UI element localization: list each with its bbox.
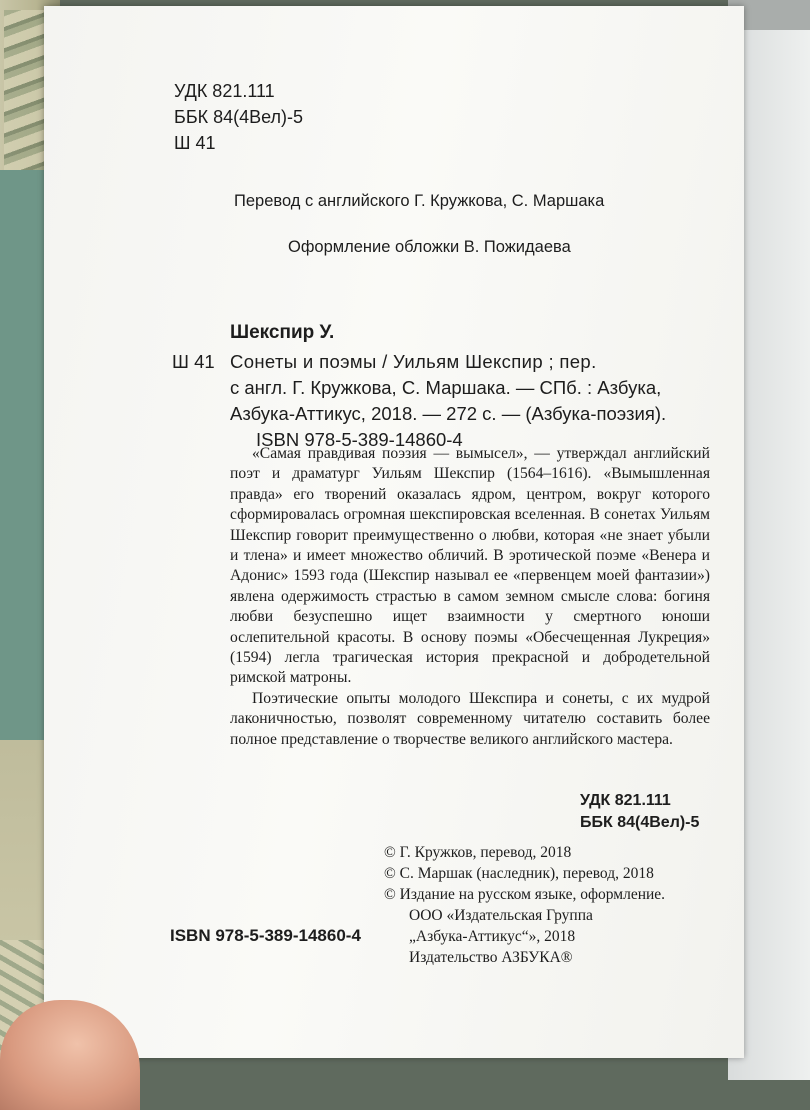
- copyright-line-4: ООО «Издательская Группа: [409, 907, 593, 924]
- author-heading: Шекспир У.: [230, 322, 335, 343]
- copyright-line-3: © Издание на русском языке, оформление.: [384, 886, 666, 903]
- isbn-bottom: ISBN 978-5-389-14860-4: [170, 926, 361, 945]
- record-line-3: Азбука-Аттикус, 2018. — 272 с. — (Азбука-поэзия).: [230, 403, 667, 424]
- book-pattern: [4, 10, 44, 170]
- publisher-name: Издательство АЗБУКА®: [409, 949, 573, 966]
- author-mark-top: Ш 41: [174, 133, 216, 153]
- annotation: [230, 444, 710, 750]
- show-through-title: [344, 261, 504, 341]
- bbk-top: ББК 84(4Вел)-5: [174, 107, 304, 127]
- record-isbn: ISBN 978-5-389-14860-4: [256, 429, 463, 450]
- record-line-1: Сонеты и поэмы / Уильям Шекспир ; пер.: [230, 351, 597, 372]
- copyright-line-1: © Г. Кружков, перевод, 2018: [384, 844, 572, 861]
- record-line-2: с англ. Г. Кружкова, С. Маршака. — СПб. : Азбука,: [230, 377, 662, 398]
- annotation-paragraph-1: «Самая правдивая поэзия — вымысел», — утверждал английский поэт и драматург Уильям Шекспир (1564–1616). «Вымышленная правда» его творений оказалась ядром, центром, вокруг которого сформировалась огромная шекспировская вселенная. В сонетах Уильям Шекспир говорит преимущественно о любви, которая «не знает убыли и тлена» и имеет множество обличий. В эротической поэме «Венера и Адонис» 1593 года (Шекспир называл ее «первенцем моей фантазии») явлена одержимость страстью в самом земном смысле слова: богиня любви безуспешно ищет взаимности у смертного юноши ослепительной красоты. В основу поэмы «Обесчещенная Лукреция» (1594) легла трагическая история прекрасной и добродетельной римской матроны.: [230, 445, 710, 687]
- bbk-bottom: ББК 84(4Вел)-5: [580, 814, 700, 831]
- imprint-page: [44, 6, 744, 1058]
- copyright-line-5: „Азбука-Аттикус“», 2018: [409, 928, 576, 945]
- cover-credit: Оформление обложки В. Пожидаева: [288, 238, 571, 256]
- annotation-paragraph-2: Поэтические опыты молодого Шекспира и сонеты, с их мудрой лаконичностью, позволят современному читателю составить более полное представление о творчестве великого английского мастера.: [230, 689, 710, 748]
- udk-top: УДК 821.111: [174, 81, 275, 101]
- translation-credit: Перевод с английского Г. Кружкова, С. Маршака: [234, 192, 605, 210]
- udk-bottom: УДК 821.111: [580, 792, 671, 809]
- author-mark: Ш 41: [172, 351, 215, 372]
- copyright-line-2: © С. Маршак (наследник), перевод, 2018: [384, 865, 654, 882]
